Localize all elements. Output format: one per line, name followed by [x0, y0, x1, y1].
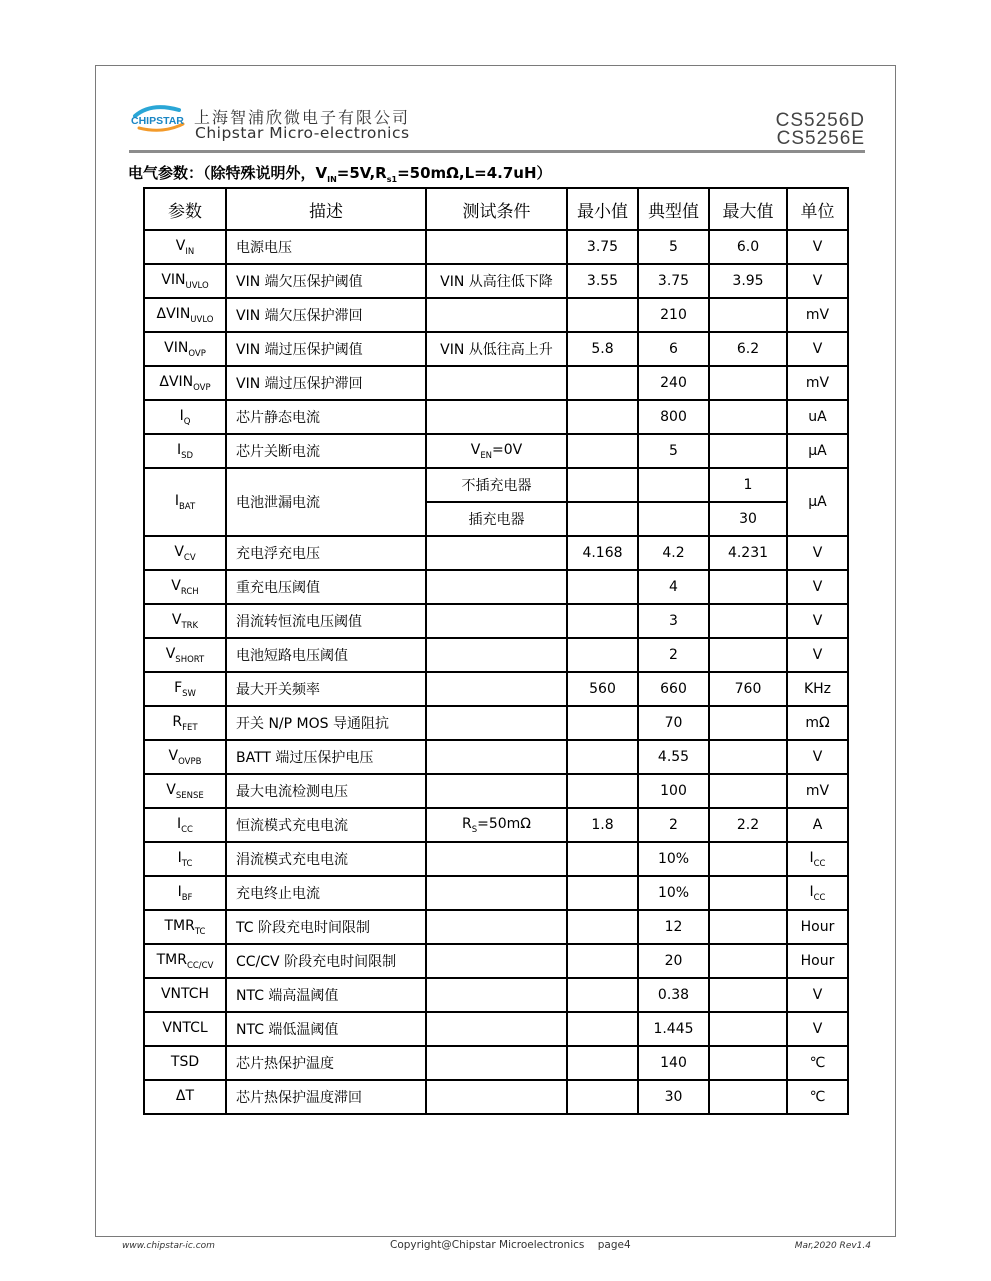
param-symbol	[144, 910, 226, 944]
min-value	[567, 298, 638, 332]
param-symbol	[144, 570, 226, 604]
param-symbol	[144, 332, 226, 366]
test-condition	[426, 808, 567, 842]
param-sub: SD	[181, 450, 194, 461]
param-sub: CC/CV	[186, 960, 214, 971]
max-value	[709, 910, 787, 944]
table-row	[144, 1046, 848, 1080]
param-sub: TC	[181, 858, 193, 869]
param-main: VIN	[161, 271, 186, 288]
param-main: ΔT	[175, 1087, 195, 1104]
param-desc: CC/CV 阶段充电时间限制	[226, 944, 426, 978]
param-sub: OVPB	[178, 756, 202, 767]
param-symbol	[144, 366, 226, 400]
param-main: TSD	[170, 1053, 200, 1070]
typ-value: 4	[638, 570, 709, 604]
unit: V	[787, 332, 848, 366]
test-condition	[426, 1046, 567, 1080]
cond-rest: =0V	[492, 441, 523, 458]
test-condition	[426, 604, 567, 638]
cond-sub: EN	[480, 450, 493, 461]
test-condition	[426, 434, 567, 468]
param-main: V	[175, 237, 186, 254]
table-row	[144, 366, 848, 400]
unit: A	[787, 808, 848, 842]
section-title: 电气参数：（除特殊说明外，$V_{IN}=5V,R_{s1}=50m\Omega,L=4.7uH$）	[128, 164, 552, 184]
typ-value: 1.445	[638, 1012, 709, 1046]
typ-value: 4.2	[638, 536, 709, 570]
param-main: V	[166, 781, 176, 798]
max-value: 760	[709, 672, 787, 706]
param-sub: UVLO	[190, 314, 214, 325]
param-symbol	[144, 536, 226, 570]
min-value	[567, 638, 638, 672]
test-condition	[426, 400, 567, 434]
max-value	[709, 570, 787, 604]
max-value	[709, 604, 787, 638]
test-condition: 插充电器	[426, 502, 567, 536]
cond-main: V	[470, 441, 481, 458]
param-symbol	[144, 944, 226, 978]
header-cell: 典型值	[638, 188, 709, 230]
param-symbol	[144, 740, 226, 774]
param-desc: VIN 端欠压保护阈值	[226, 264, 426, 298]
param-symbol	[144, 230, 226, 264]
param-main: R	[172, 713, 183, 730]
param-main: I	[174, 492, 179, 509]
typ-value: 240	[638, 366, 709, 400]
param-main: V	[168, 747, 179, 764]
param-main: ΔVIN	[156, 305, 191, 322]
param-main: V	[174, 543, 184, 560]
table-row	[144, 774, 848, 808]
table-row	[144, 230, 848, 264]
test-condition	[426, 740, 567, 774]
max-value	[709, 1080, 787, 1114]
footer-website: www.chipstar-ic.com	[122, 1241, 215, 1251]
part-number: CS5256D	[775, 110, 865, 131]
unit	[787, 876, 848, 910]
max-value: 2.2	[709, 808, 787, 842]
table-row	[144, 638, 848, 672]
param-desc: 恒流模式充电电流	[226, 808, 426, 842]
max-value	[709, 740, 787, 774]
min-value	[567, 434, 638, 468]
unit: Hour	[787, 910, 848, 944]
param-symbol	[144, 1046, 226, 1080]
table-row	[144, 570, 848, 604]
typ-value: 5	[638, 434, 709, 468]
unit: Hour	[787, 944, 848, 978]
unit-sub: CC	[813, 858, 826, 869]
header-cell: 最小值	[567, 188, 638, 230]
test-condition	[426, 706, 567, 740]
param-main: VIN	[164, 339, 189, 356]
param-sub: SENSE	[175, 790, 204, 801]
param-main: VNTCH	[160, 985, 210, 1002]
typ-value: 140	[638, 1046, 709, 1080]
header-cell: 描述	[226, 188, 426, 230]
param-main: V	[165, 645, 176, 662]
test-condition	[426, 536, 567, 570]
min-value	[567, 400, 638, 434]
chipstar-logo	[129, 104, 187, 132]
max-value	[709, 366, 787, 400]
unit: ℃	[787, 1080, 848, 1114]
logo-text: CHIPSTAR	[131, 115, 184, 127]
table-row	[144, 468, 848, 502]
param-symbol	[144, 1012, 226, 1046]
max-value	[709, 434, 787, 468]
param-symbol	[144, 978, 226, 1012]
footer-copyright: Copyright@Chipstar Microelectronics page4	[390, 1239, 631, 1251]
table-row	[144, 876, 848, 910]
min-value	[567, 570, 638, 604]
cond-main: R	[461, 815, 472, 832]
test-condition: 不插充电器	[426, 468, 567, 502]
typ-value: 2	[638, 808, 709, 842]
param-main: I	[176, 815, 182, 832]
min-value	[567, 706, 638, 740]
unit: mV	[787, 774, 848, 808]
typ-value: 6	[638, 332, 709, 366]
max-value: 6.0	[709, 230, 787, 264]
max-value: 6.2	[709, 332, 787, 366]
param-desc: 涓流转恒流电压阈值	[226, 604, 426, 638]
unit: V	[787, 638, 848, 672]
cond-sub: S	[471, 824, 478, 835]
typ-value: 3	[638, 604, 709, 638]
test-condition	[426, 910, 567, 944]
param-desc: 电池泄漏电流	[226, 468, 426, 536]
unit: V	[787, 570, 848, 604]
param-desc: VIN 端过压保护滞回	[226, 366, 426, 400]
table-row	[144, 264, 848, 298]
unit: V	[787, 978, 848, 1012]
table-row	[144, 672, 848, 706]
param-desc: 最大开关频率	[226, 672, 426, 706]
param-desc: 开关 N/P MOS 导通阻抗	[226, 706, 426, 740]
typ-value: 2	[638, 638, 709, 672]
table-row	[144, 808, 848, 842]
param-main: ΔVIN	[159, 373, 194, 390]
table-row	[144, 1012, 848, 1046]
param-sub: TRK	[181, 620, 199, 631]
unit-sub: CC	[813, 892, 826, 903]
param-desc: VIN 端过压保护阈值	[226, 332, 426, 366]
param-desc: NTC 端高温阈值	[226, 978, 426, 1012]
param-desc: 电源电压	[226, 230, 426, 264]
typ-value	[638, 468, 709, 502]
param-sub: RCH	[180, 586, 199, 597]
typ-value: 210	[638, 298, 709, 332]
unit: V	[787, 604, 848, 638]
min-value: 1.8	[567, 808, 638, 842]
param-sub: UVLO	[185, 280, 209, 291]
test-condition	[426, 944, 567, 978]
min-value	[567, 910, 638, 944]
param-symbol	[144, 842, 226, 876]
test-condition	[426, 978, 567, 1012]
param-desc: VIN 端欠压保护滞回	[226, 298, 426, 332]
param-main: I	[176, 441, 182, 458]
unit: V	[787, 264, 848, 298]
max-value	[709, 876, 787, 910]
param-sub: BF	[181, 892, 193, 903]
param-main: I	[177, 883, 182, 900]
header-cell: 最大值	[709, 188, 787, 230]
electrical-params-table	[143, 187, 849, 1115]
min-value: 3.55	[567, 264, 638, 298]
param-symbol	[144, 604, 226, 638]
max-value: 3.95	[709, 264, 787, 298]
test-condition	[426, 1012, 567, 1046]
table-row	[144, 944, 848, 978]
min-value: 560	[567, 672, 638, 706]
header-divider	[129, 150, 865, 153]
param-symbol	[144, 400, 226, 434]
unit-main: I	[809, 849, 814, 866]
test-condition	[426, 298, 567, 332]
table-row	[144, 400, 848, 434]
param-main: V	[171, 577, 181, 594]
cond-rest: =50mΩ	[477, 815, 532, 832]
min-value	[567, 1012, 638, 1046]
min-value	[567, 468, 638, 502]
table-row	[144, 1080, 848, 1114]
test-condition: VIN 从低往高上升	[426, 332, 567, 366]
typ-value: 4.55	[638, 740, 709, 774]
table-row	[144, 536, 848, 570]
header-cell: 单位	[787, 188, 848, 230]
param-symbol	[144, 1080, 226, 1114]
table-row	[144, 740, 848, 774]
param-main: I	[177, 849, 182, 866]
param-desc: 芯片热保护温度	[226, 1046, 426, 1080]
param-desc: BATT 端过压保护电压	[226, 740, 426, 774]
max-value	[709, 944, 787, 978]
param-sub: OVP	[193, 382, 211, 393]
test-condition	[426, 1080, 567, 1114]
param-sub: FET	[182, 722, 198, 733]
table-row	[144, 298, 848, 332]
min-value	[567, 366, 638, 400]
table-row	[144, 434, 848, 468]
min-value	[567, 978, 638, 1012]
typ-value: 3.75	[638, 264, 709, 298]
param-sub: TC	[194, 926, 206, 937]
min-value	[567, 740, 638, 774]
param-sub: OVP	[188, 348, 206, 359]
param-symbol	[144, 264, 226, 298]
param-desc: 涓流模式充电电流	[226, 842, 426, 876]
max-value	[709, 842, 787, 876]
typ-value: 10%	[638, 876, 709, 910]
max-value	[709, 638, 787, 672]
table-header-row	[144, 188, 848, 230]
part-number: CS5256E	[776, 128, 865, 149]
param-desc: TC 阶段充电时间限制	[226, 910, 426, 944]
typ-value: 12	[638, 910, 709, 944]
max-value	[709, 1012, 787, 1046]
param-sub: Q	[183, 416, 191, 427]
param-sub: IN	[185, 246, 195, 257]
param-symbol	[144, 468, 226, 536]
test-condition	[426, 230, 567, 264]
unit: V	[787, 536, 848, 570]
max-value	[709, 1046, 787, 1080]
param-main: TMR	[164, 917, 195, 934]
test-condition	[426, 672, 567, 706]
min-value: 3.75	[567, 230, 638, 264]
test-condition	[426, 366, 567, 400]
unit: uA	[787, 400, 848, 434]
unit: V	[787, 740, 848, 774]
test-condition	[426, 842, 567, 876]
test-condition: VIN 从高往低下降	[426, 264, 567, 298]
max-value	[709, 706, 787, 740]
param-symbol	[144, 876, 226, 910]
table-row	[144, 332, 848, 366]
param-desc: NTC 端低温阈值	[226, 1012, 426, 1046]
min-value	[567, 604, 638, 638]
unit	[787, 842, 848, 876]
unit: V	[787, 1012, 848, 1046]
company-name-cn: 上海智浦欣微电子有限公司	[194, 108, 411, 127]
header-cell: 参数	[144, 188, 226, 230]
header-cell: 测试条件	[426, 188, 567, 230]
unit: KHz	[787, 672, 848, 706]
typ-value	[638, 502, 709, 536]
company-name-en: Chipstar Micro-electronics	[195, 124, 410, 142]
param-main: I	[179, 407, 184, 424]
param-main: TMR	[156, 951, 187, 968]
param-desc: 电池短路电压阈值	[226, 638, 426, 672]
table-row	[144, 910, 848, 944]
max-value	[709, 774, 787, 808]
min-value	[567, 842, 638, 876]
table-row	[144, 978, 848, 1012]
unit: mV	[787, 298, 848, 332]
typ-value: 0.38	[638, 978, 709, 1012]
unit: μA	[787, 434, 848, 468]
param-desc: 芯片静态电流	[226, 400, 426, 434]
typ-value: 5	[638, 230, 709, 264]
typ-value: 20	[638, 944, 709, 978]
param-symbol	[144, 434, 226, 468]
table-row	[144, 706, 848, 740]
param-desc: 最大电流检测电压	[226, 774, 426, 808]
typ-value: 660	[638, 672, 709, 706]
min-value	[567, 774, 638, 808]
max-value: 4.231	[709, 536, 787, 570]
min-value: 5.8	[567, 332, 638, 366]
max-value	[709, 298, 787, 332]
unit: ℃	[787, 1046, 848, 1080]
typ-value: 10%	[638, 842, 709, 876]
unit-main: I	[809, 883, 814, 900]
max-value	[709, 978, 787, 1012]
param-sub: SW	[182, 688, 196, 699]
typ-value: 70	[638, 706, 709, 740]
param-desc: 充电终止电流	[226, 876, 426, 910]
test-condition	[426, 570, 567, 604]
param-symbol	[144, 808, 226, 842]
footer-revision: Mar,2020 Rev1.4	[794, 1241, 871, 1251]
param-sub: SHORT	[175, 654, 205, 665]
unit: V	[787, 230, 848, 264]
min-value	[567, 876, 638, 910]
typ-value: 30	[638, 1080, 709, 1114]
test-condition	[426, 774, 567, 808]
param-sub: BAT	[178, 501, 196, 512]
param-desc: 充电浮充电压	[226, 536, 426, 570]
param-main: VNTCL	[162, 1019, 208, 1036]
min-value	[567, 1080, 638, 1114]
max-value: 30	[709, 502, 787, 536]
unit: mV	[787, 366, 848, 400]
min-value	[567, 1046, 638, 1080]
typ-value: 100	[638, 774, 709, 808]
typ-value: 800	[638, 400, 709, 434]
test-condition	[426, 876, 567, 910]
param-desc: 芯片关断电流	[226, 434, 426, 468]
max-value: 1	[709, 468, 787, 502]
min-value	[567, 944, 638, 978]
param-desc: 重充电压阈值	[226, 570, 426, 604]
param-main: V	[171, 611, 182, 628]
unit: μA	[787, 468, 848, 536]
param-symbol	[144, 706, 226, 740]
max-value	[709, 400, 787, 434]
table-row	[144, 604, 848, 638]
param-symbol	[144, 774, 226, 808]
min-value: 4.168	[567, 536, 638, 570]
table-row	[144, 842, 848, 876]
param-sub: CV	[183, 552, 196, 563]
param-symbol	[144, 672, 226, 706]
param-sub: CC	[181, 824, 193, 835]
unit: mΩ	[787, 706, 848, 740]
param-symbol	[144, 638, 226, 672]
test-condition	[426, 638, 567, 672]
param-symbol	[144, 298, 226, 332]
param-main: F	[174, 679, 183, 696]
min-value	[567, 502, 638, 536]
param-desc: 芯片热保护温度滞回	[226, 1080, 426, 1114]
